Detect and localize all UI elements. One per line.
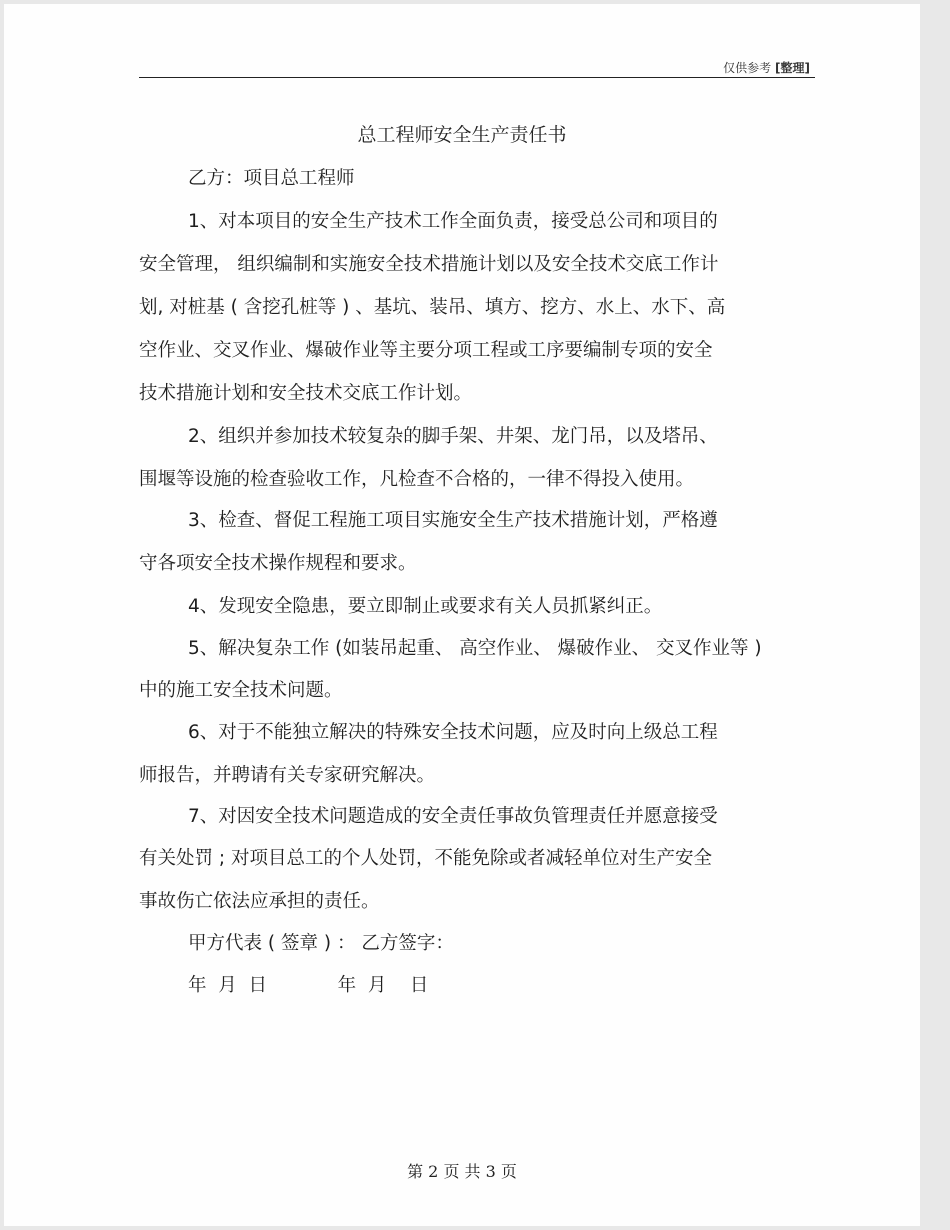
clause-6-line-2: 师报告，并聘请有关专家研究解决。 <box>139 765 436 786</box>
clause-1-line-3: 划, 对桩基 ( 含挖孔桩等 ) 、基坑、装吊、填方、挖方、水上、水下、高 <box>139 297 726 318</box>
header-tag: [整理] <box>775 61 810 75</box>
clause-3-line-2: 守各项安全技术操作规程和要求。 <box>139 553 417 574</box>
document-title: 总工程师安全生产责任书 <box>357 124 567 146</box>
clause-5-line-1: 5、解决复杂工作 (如装吊起重、 高空作业、 爆破作业、 交叉作业等 ) <box>188 638 762 659</box>
clause-1-line-1: 1、对本项目的安全生产技术工作全面负责，接受总公司和项目的 <box>188 211 718 232</box>
clause-1-line-2: 安全管理， 组织编制和实施安全技术措施计划以及安全技术交底工作计 <box>139 254 719 275</box>
clause-7-line-3: 事故伤亡依法应承担的责任。 <box>139 891 380 912</box>
clause-5-line-2: 中的施工安全技术问题。 <box>139 680 343 701</box>
clause-3-line-1: 3、检查、督促工程施工项目实施安全生产技术措施计划，严格遵 <box>188 510 718 531</box>
party-b-line: 乙方：项目总工程师 <box>188 168 355 189</box>
signature-line: 甲方代表 ( 签章 ) ： 乙方签字： <box>188 933 454 954</box>
clause-2-line-1: 2、组织并参加技术较复杂的脚手架、井架、龙门吊，以及塔吊、 <box>188 426 718 447</box>
date-line: 年 月 日 年 月 日 <box>188 975 429 996</box>
header-rule <box>139 77 815 78</box>
header-ref: 仅供参考 <box>723 61 772 75</box>
clause-6-line-1: 6、对于不能独立解决的特殊安全技术问题，应及时向上级总工程 <box>188 722 718 743</box>
page-footer: 第 2 页 共 3 页 <box>407 1162 517 1181</box>
clause-7-line-1: 7、对因安全技术问题造成的安全责任事故负管理责任并愿意接受 <box>188 806 718 827</box>
clause-1-line-5: 技术措施计划和安全技术交底工作计划。 <box>139 383 473 404</box>
clause-4-line-1: 4、发现安全隐患，要立即制止或要求有关人员抓紧纠正。 <box>188 596 663 617</box>
clause-1-line-4: 空作业、交叉作业、爆破作业等主要分项工程或工序要编制专项的安全 <box>139 340 713 361</box>
clause-7-line-2: 有关处罚 ; 对项目总工的个人处罚，不能免除或者减轻单位对生产安全 <box>139 848 712 869</box>
page-header <box>723 59 810 76</box>
document-page <box>4 4 920 1226</box>
clause-2-line-2: 围堰等设施的检查验收工作，凡检查不合格的，一律不得投入使用。 <box>139 469 695 490</box>
